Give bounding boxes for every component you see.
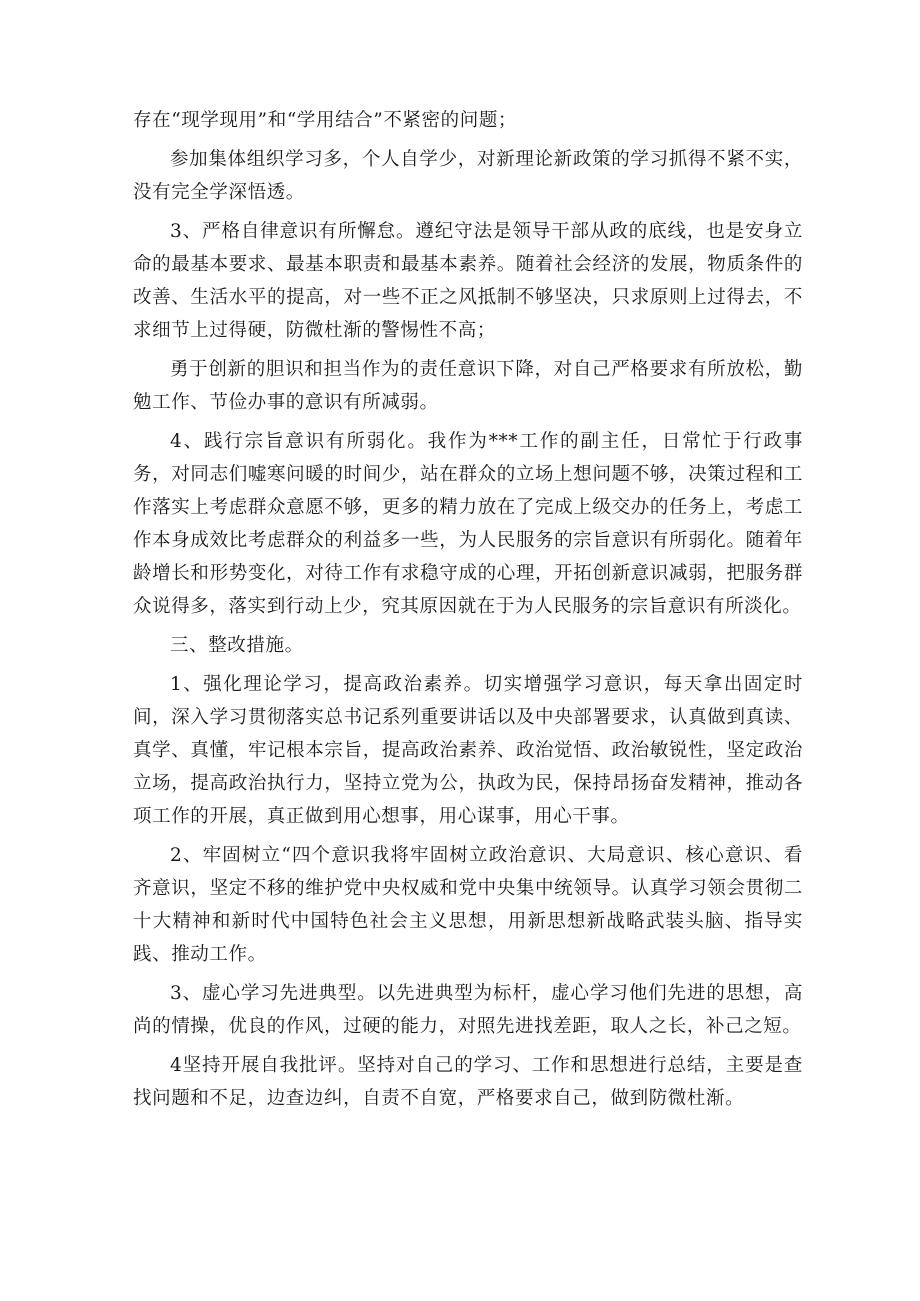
paragraph: 4、践行宗旨意识有所弱化。我作为***工作的副主任，日常忙于行政事务，对同志们嘘寒问暖的时间少，站在群众的立场上想问题不够，决策过程和工作落实上考虑群众意愿不够，更多的精力放在了完成上级交办的任务上，考虑工作本身成效比考虑群众的利益多一些，为人民服务的宗旨意识有所弱化。随着年龄增长和形势变化，对待工作有求稳守成的心理，开拓创新意识减弱，把服务群众说得多，落实到行动上少，究其原因就在于为人民服务的宗旨意识有所淡化。 — [133, 431, 803, 617]
paragraph: 存在“现学现用”和“学用结合”不紧密的问题； — [133, 110, 518, 131]
document-body — [133, 104, 803, 1121]
paragraph: 4坚持开展自我批评。坚持对自己的学习、工作和思想进行总结，主要是查找问题和不足，边查边纠，自责不自宽，严格要求自己，做到防微杜渐。 — [133, 1055, 803, 1109]
paragraph: 1、强化理论学习，提高政治素养。切实增强学习意识，每天拿出固定时间，深入学习贯彻落实总书记系列重要讲话以及中央部署要求，认真做到真读、真学、真懂，牢记根本宗旨，提高政治素养、政治觉悟、政治敏锐性，坚定政治立场，提高政治执行力，坚持立党为公，执政为民，保持昂扬奋发精神，推动各项工作的开展，真正做到用心想事，用心谋事，用心干事。 — [133, 674, 803, 827]
paragraph: 勇于创新的胆识和担当作为的责任意识下降，对自己严格要求有所放松，勤勉工作、节俭办事的意识有所减弱。 — [133, 359, 803, 413]
paragraph: 3、虚心学习先进典型。以先进典型为标杆，虚心学习他们先进的思想，高尚的情操，优良的作风，过硬的能力，对照先进找差距，取人之长，补己之短。 — [133, 983, 803, 1037]
paragraph: 2、牢固树立“四个意识我将牢固树立政治意识、大局意识、核心意识、看齐意识，坚定不移的维护党中央权威和党中央集中统领导。认真学习领会贯彻二十大精神和新时代中国特色社会主义思想，用新思想新战略武装头脑、指导实践、推动工作。 — [133, 845, 803, 965]
paragraph: 3、严格自律意识有所懈怠。遵纪守法是领导干部从政的底线，也是安身立命的最基本要求、最基本职责和最基本素养。随着社会经济的发展，物质条件的改善、生活水平的提高，对一些不正之风抵制不够坚决，只求原则上过得去，不求细节上过得硬，防微杜渐的警惕性不高； — [133, 221, 803, 341]
section-heading: 三、整改措施。 — [170, 635, 304, 656]
paragraph: 参加集体组织学习多，个人自学少，对新理论新政策的学习抓得不紧不实，没有完全学深悟透。 — [133, 149, 803, 203]
